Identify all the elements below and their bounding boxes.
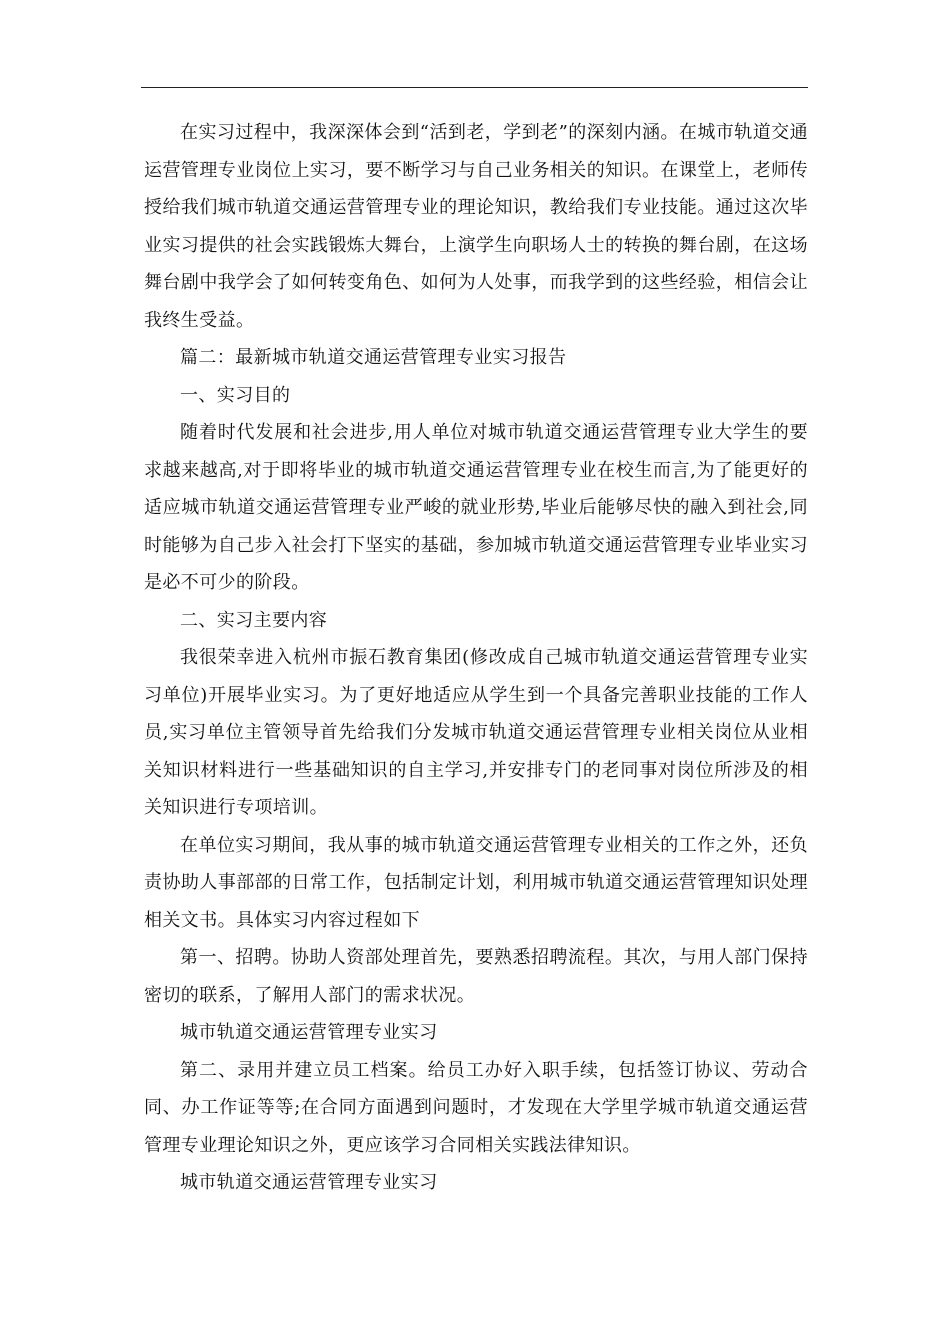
heading-internship-purpose: 一、实习目的: [180, 384, 291, 406]
paragraph-internship-unit: 我很荣幸进入杭州市振石教育集团(修改成自己城市轨道交通运营管理专业实习单位)开展毕业实习。为了更好地适应从学生到一个具备完善职业技能的工作人员,实习单位主管领导首先给我们分发城市轨道交通运营管理专业相关岗位从业相关知识材料进行一些基础知识的自主学习,并安排专门的老同事对岗位所涉及的相关知识进行专项培训。: [144, 647, 808, 818]
paragraph-employee-records: 第二、录用并建立员工档案。给员工办好入职手续，包括签订协议、劳动合同、办工作证等等;在合同方面遇到问题时，才发现在大学里学城市轨道交通运营管理专业理论知识之外，更应该学习合同相关实践法律知识。: [144, 1059, 808, 1156]
paragraph-recruitment: 第一、招聘。协助人资部处理首先，要熟悉招聘流程。其次，与用人部门保持密切的联系，了解用人部门的需求状况。: [144, 947, 808, 1006]
paragraph-internship-purpose: 随着时代发展和社会进步,用人单位对城市轨道交通运营管理专业大学生的要求越来越高,对于即将毕业的城市轨道交通运营管理专业在校生而言,为了能更好的适应城市轨道交通运营管理专业严峻的就业形势,毕业后能够尽快的融入到社会,同时能够为自己步入社会打下坚实的基础，参加城市轨道交通运营管理专业毕业实习是必不可少的阶段。: [144, 422, 808, 593]
section-title-part-two: 篇二：最新城市轨道交通运营管理专业实习报告: [180, 347, 567, 368]
header-rule: [141, 87, 808, 88]
paragraph-duties: 在单位实习期间，我从事的城市轨道交通运营管理专业相关的工作之外，还负责协助人事部部的日常工作，包括制定计划，利用城市轨道交通运营管理知识处理相关文书。具体实习内容过程如下: [144, 834, 808, 931]
document-body: [144, 114, 808, 1202]
label-internship-2: 城市轨道交通运营管理专业实习: [180, 1172, 438, 1193]
heading-main-content: 二、实习主要内容: [180, 609, 328, 631]
paragraph-internship-reflection: 在实习过程中，我深深体会到“活到老，学到老”的深刻内涵。在城市轨道交通运营管理专业岗位上实习，要不断学习与自己业务相关的知识。在课堂上，老师传授给我们城市轨道交通运营管理专业的理论知识，教给我们专业技能。通过这次毕业实习提供的社会实践锻炼大舞台，上演学生向职场人士的转换的舞台剧，在这场舞台剧中我学会了如何转变角色、如何为人处事，而我学到的这些经验，相信会让我终生受益。: [144, 122, 808, 331]
label-internship-1: 城市轨道交通运营管理专业实习: [180, 1022, 438, 1043]
